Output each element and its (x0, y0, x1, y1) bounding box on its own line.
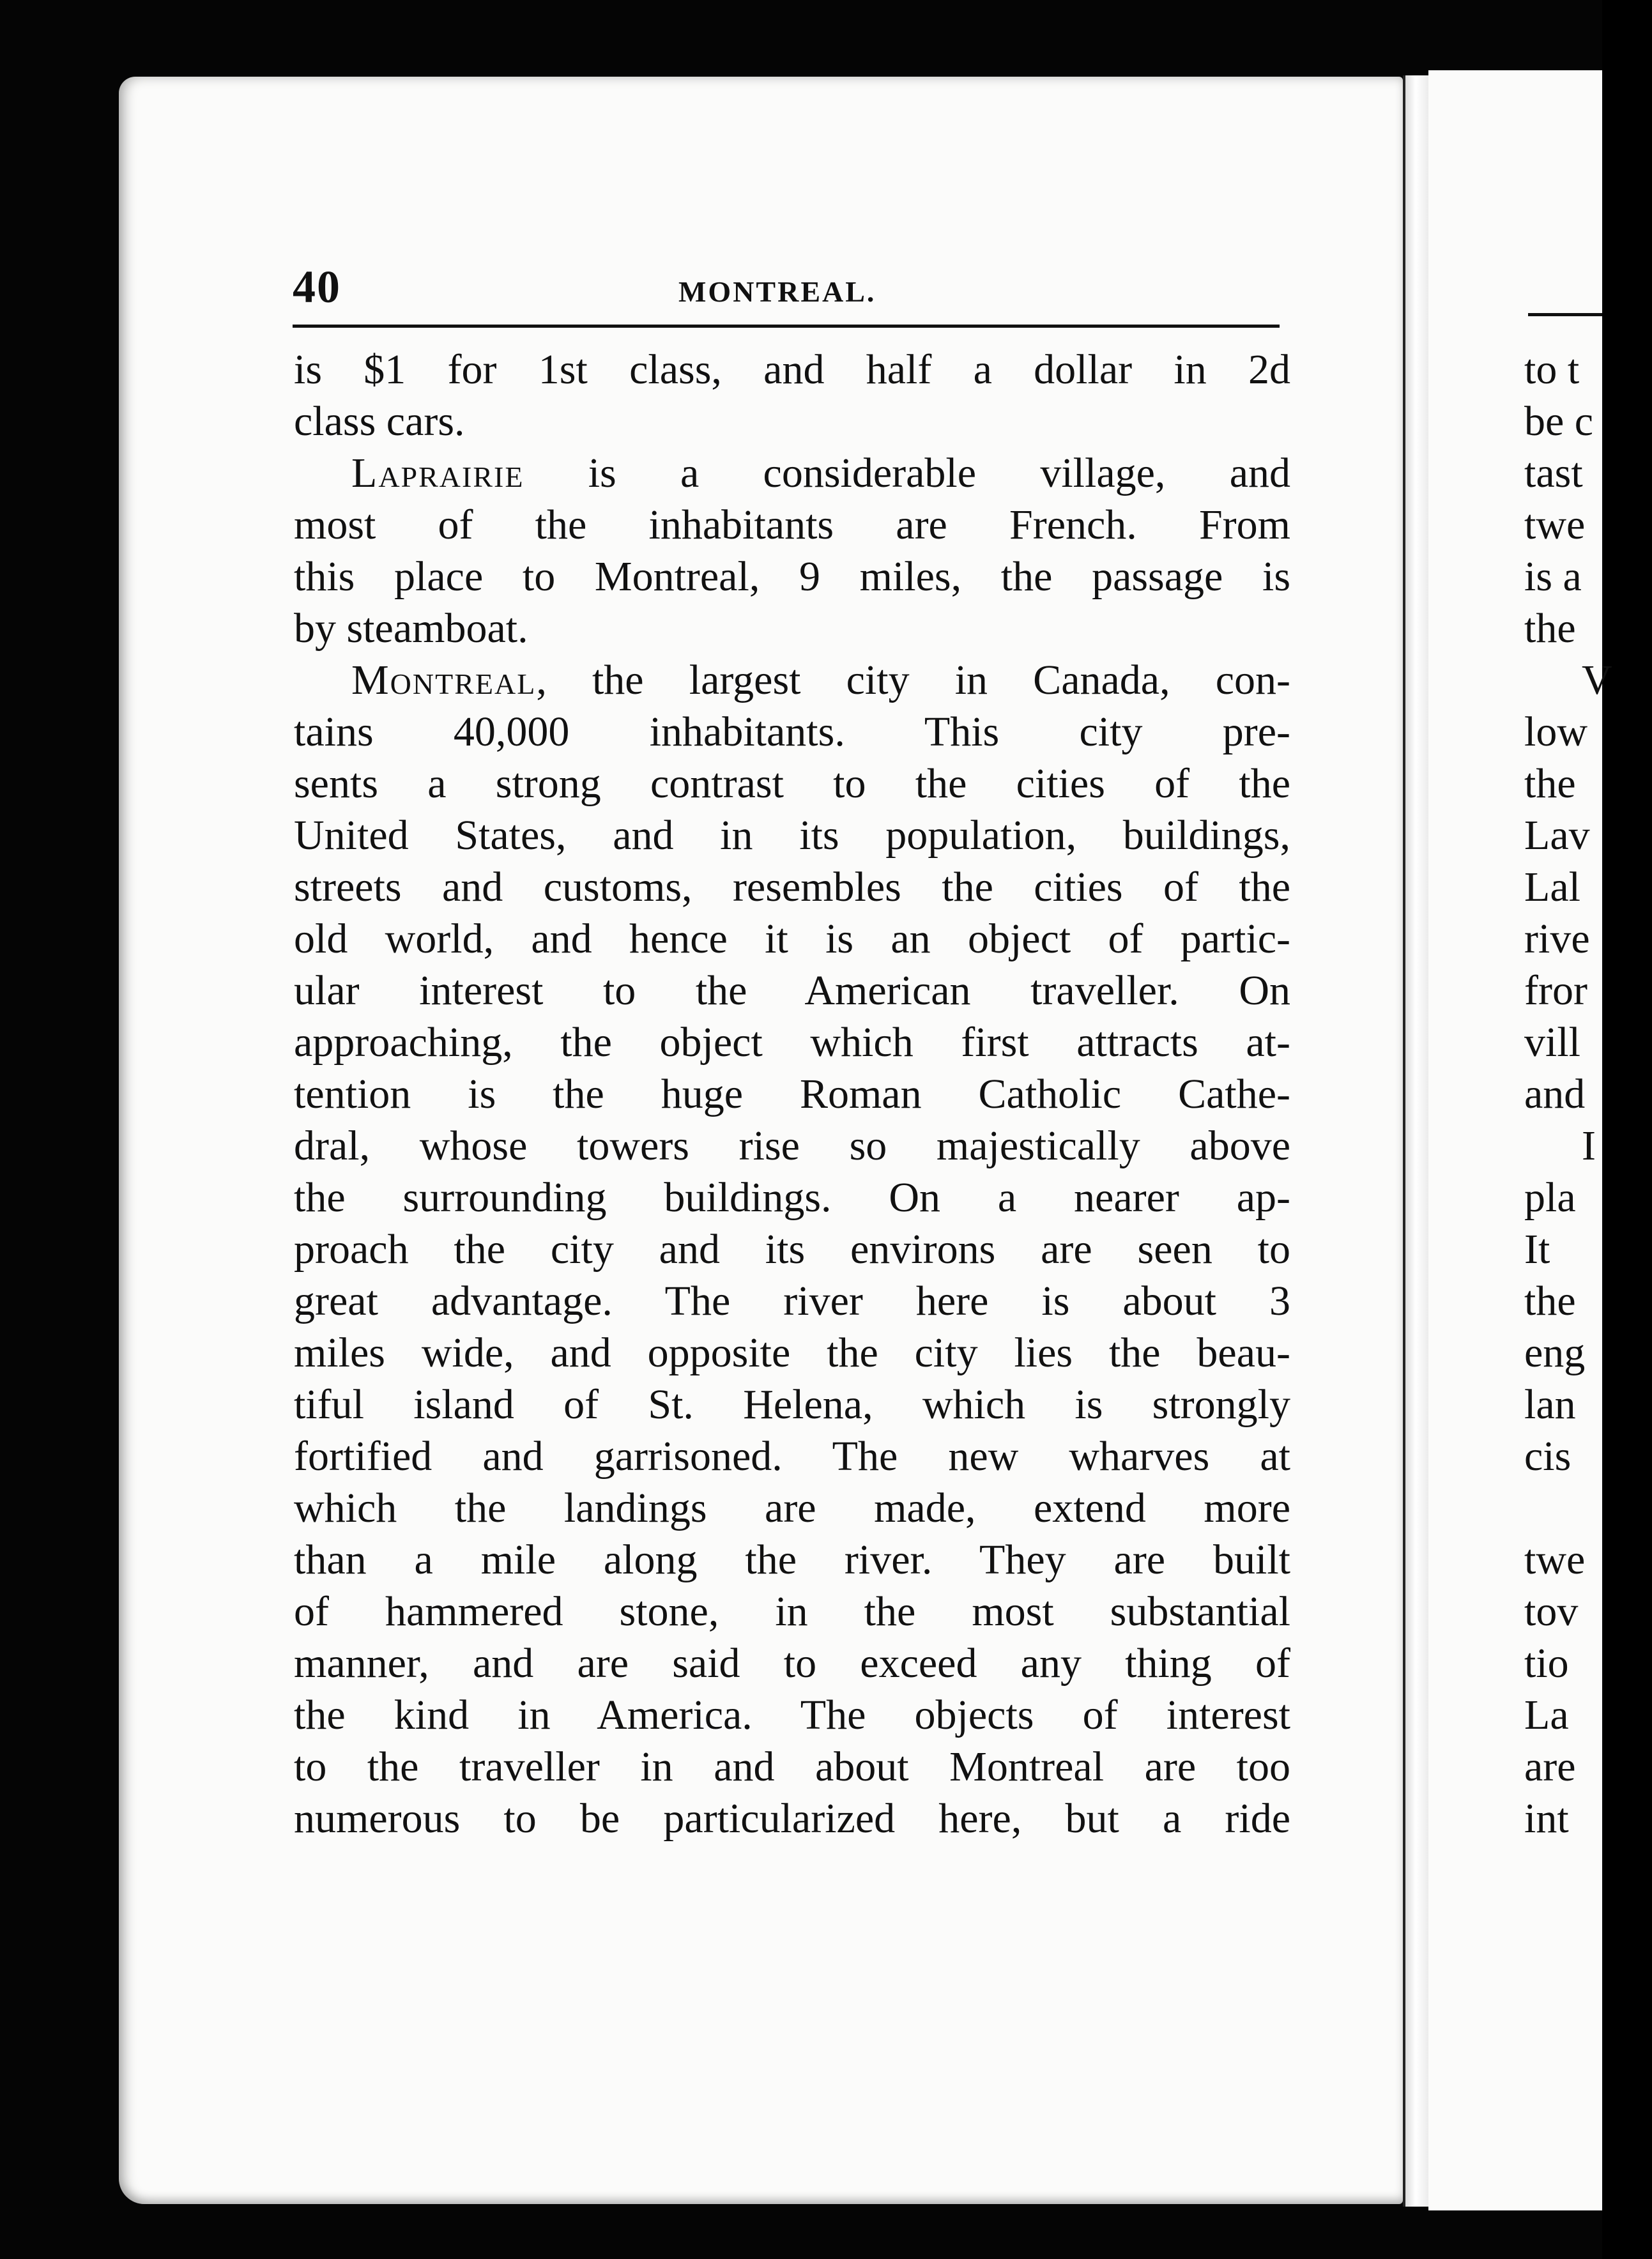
facing-page-text (1524, 344, 1652, 1844)
text-line (294, 1327, 1290, 1379)
line-text: dral, whose towers rise so majestically above (294, 1122, 1290, 1169)
text-line (294, 809, 1290, 861)
facing-line-fragment: vill (1524, 1019, 1581, 1066)
facing-line-fragment: the (1524, 760, 1576, 807)
small-caps-heading: Laprairie (351, 450, 524, 496)
header-rule (293, 325, 1280, 328)
line-text: tains 40,000 inhabitants. This city pre- (294, 708, 1290, 755)
line-text: proach the city and its environs are seen to (294, 1226, 1290, 1273)
small-caps-heading: Montreal (351, 657, 537, 703)
line-text: miles wide, and opposite the city lies the beau- (294, 1329, 1290, 1376)
body-text (294, 344, 1290, 1844)
facing-line-fragment: int (1524, 1795, 1569, 1842)
text-line (294, 965, 1290, 1016)
line-text: United States, and in its population, buildings, (294, 812, 1290, 859)
facing-line-fragment: and (1524, 1071, 1586, 1117)
text-line (294, 344, 1290, 395)
text-line (294, 1482, 1290, 1534)
text-line (294, 395, 1290, 447)
facing-line-fragment: the (1524, 1278, 1576, 1324)
text-line (294, 706, 1290, 758)
facing-line-fragment: to t (1524, 346, 1580, 393)
line-text: which the landings are made, extend more (294, 1485, 1290, 1531)
line-text: than a mile along the river. They are built (294, 1536, 1290, 1583)
line-text: tiful island of St. Helena, which is strongly (294, 1381, 1290, 1428)
line-text: , the largest city in Canada, con- (536, 657, 1290, 703)
facing-line-fragment: tio (1524, 1640, 1569, 1687)
line-text: ular interest to the American traveller. On (294, 967, 1290, 1014)
facing-line-fragment: twe (1524, 1536, 1586, 1583)
line-text: sents a strong contrast to the cities of the (294, 760, 1290, 807)
facing-line-fragment: La (1524, 1692, 1569, 1738)
line-text: old world, and hence it is an object of partic- (294, 915, 1290, 962)
text-line (294, 1637, 1290, 1689)
line-text: of hammered stone, in the most substantial (294, 1588, 1290, 1635)
facing-line-fragment: lan (1524, 1381, 1576, 1428)
facing-page-header-rule (1528, 313, 1602, 316)
facing-line-fragment: are (1524, 1743, 1576, 1790)
line-text: is $1 for 1st class, and half a dollar in 2d (294, 346, 1290, 393)
book-gutter (1403, 75, 1431, 2207)
line-text: streets and customs, resembles the cities of the (294, 864, 1290, 910)
facing-line-fragment: Lav (1524, 812, 1590, 859)
text-line (294, 551, 1290, 602)
text-line (294, 913, 1290, 965)
line-text: numerous to be particularized here, but a ride (294, 1795, 1290, 1842)
facing-line-fragment: It (1524, 1226, 1550, 1273)
text-line (294, 499, 1290, 551)
line-text: manner, and are said to exceed any thing of (294, 1640, 1290, 1687)
facing-line-fragment: rive (1524, 915, 1590, 962)
text-line (294, 1534, 1290, 1586)
line-text: tention is the huge Roman Catholic Cathe- (294, 1071, 1290, 1117)
text-line (294, 1379, 1290, 1430)
facing-line-fragment: cis (1524, 1433, 1572, 1480)
page-number: 40 (293, 261, 341, 312)
facing-line-fragment: is a (1524, 553, 1582, 600)
facing-line-fragment: eng (1524, 1329, 1586, 1376)
text-line (294, 1068, 1290, 1120)
text-line (294, 1793, 1290, 1844)
line-text: most of the inhabitants are French. From (294, 502, 1290, 548)
text-line (294, 1120, 1290, 1172)
facing-line-fragment: fror (1524, 967, 1587, 1014)
line-text: class cars. (294, 398, 465, 445)
facing-line-fragment (1524, 1482, 1652, 1534)
facing-line-fragment: I (1582, 1122, 1596, 1169)
line-text: the kind in America. The objects of interest (294, 1692, 1290, 1738)
text-line (294, 602, 1290, 654)
text-line (294, 1586, 1290, 1637)
line-text: to the traveller in and about Montreal are too (294, 1743, 1290, 1790)
text-line (294, 1275, 1290, 1327)
facing-line-fragment: tast (1524, 450, 1583, 496)
page-header (293, 261, 1289, 312)
line-text: fortified and garrisoned. The new wharves at (294, 1433, 1290, 1480)
facing-line-fragment: Lal (1524, 864, 1580, 910)
text-line (294, 758, 1290, 809)
line-text: approaching, the object which first attracts at- (294, 1019, 1290, 1066)
facing-line-fragment: low (1524, 708, 1587, 755)
text-line (294, 1741, 1290, 1793)
text-line (294, 447, 1290, 499)
text-line (294, 1430, 1290, 1482)
text-line (294, 861, 1290, 913)
facing-line-fragment: pla (1524, 1174, 1576, 1221)
line-text: great advantage. The river here is about 3 (294, 1278, 1290, 1324)
text-line (294, 1016, 1290, 1068)
line-text: by steamboat. (294, 605, 528, 652)
text-line (294, 1223, 1290, 1275)
text-line (294, 654, 1290, 706)
running-head: MONTREAL. (678, 275, 876, 308)
facing-line-fragment: tov (1524, 1588, 1579, 1635)
facing-line-fragment: V (1582, 657, 1612, 703)
facing-line-fragment: the (1524, 605, 1576, 652)
facing-line-fragment: twe (1524, 502, 1586, 548)
line-text: the surrounding buildings. On a nearer ap- (294, 1174, 1290, 1221)
facing-line-fragment: be c (1524, 398, 1594, 445)
text-line (294, 1689, 1290, 1741)
text-line (294, 1172, 1290, 1223)
line-text: is a considerable village, and (524, 450, 1290, 496)
line-text: this place to Montreal, 9 miles, the passage is (294, 553, 1290, 600)
